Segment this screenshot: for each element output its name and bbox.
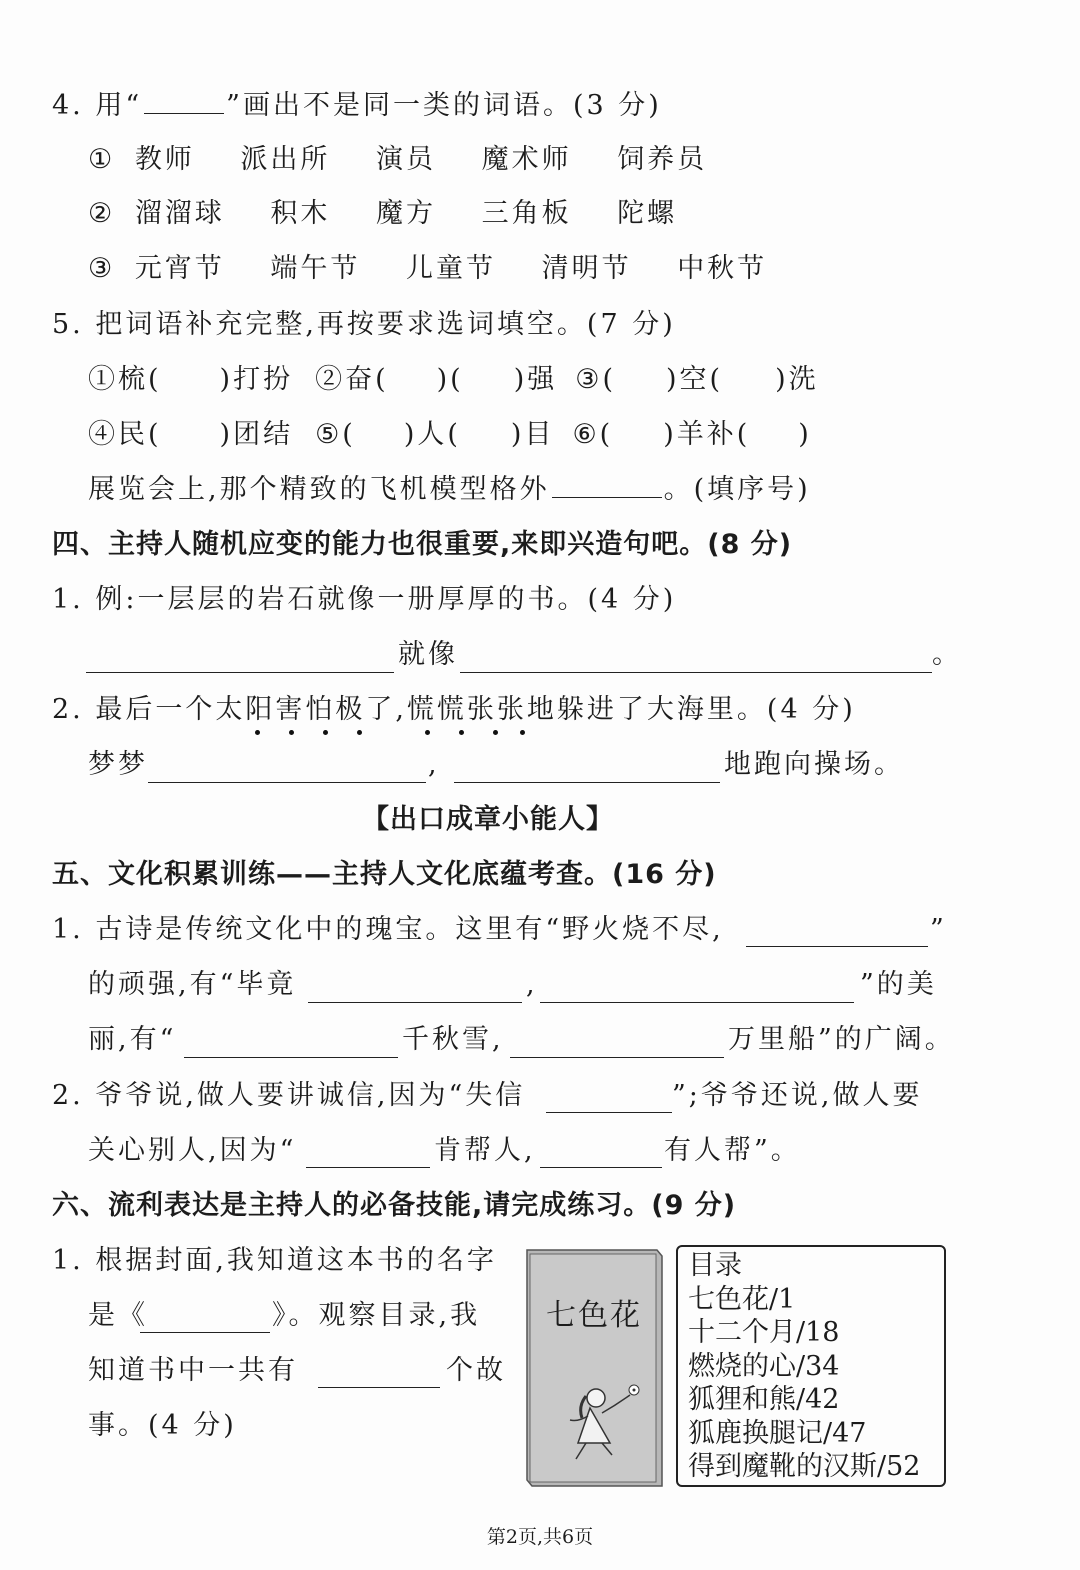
answer-line[interactable] <box>184 1057 398 1058</box>
emphasis-dot <box>289 730 294 735</box>
emphasis-dot <box>357 730 362 735</box>
sec4-q2: 2. 最后一个太阳害怕极了,慌慌张张地躲进了大海里。(4 分) <box>52 694 856 725</box>
sec5-q1-b-end: ”的美 <box>860 969 937 1000</box>
answer-line[interactable] <box>746 946 928 947</box>
page-footer: 第2页,共6页 <box>486 1526 594 1548</box>
emphasis-dot <box>493 730 498 735</box>
word[interactable]: 元宵节 <box>134 253 225 284</box>
sec5-q1-a-end: ” <box>930 914 947 945</box>
answer-line[interactable] <box>454 782 720 783</box>
book-cover-illustration <box>524 1248 664 1488</box>
sec4-q2-end: 地跑向操场。 <box>724 749 904 780</box>
section-5-title: 五、文化积累训练——主持人文化底蕴考查。(16 分) <box>52 859 717 890</box>
answer-line[interactable] <box>306 1167 430 1168</box>
sec4-q1-end: 。 <box>932 639 962 670</box>
q5-row-1: ①梳( )打扮 ②奋( )( )强 ③( )空( )洗 <box>88 364 819 395</box>
answer-line[interactable] <box>460 672 932 673</box>
word[interactable]: 端午节 <box>270 253 361 284</box>
book-cover <box>524 1248 664 1488</box>
q5-title: 5. 把词语补充完整,再按要求选词填空。(7 分) <box>52 309 676 340</box>
word[interactable]: 魔术师 <box>481 144 572 175</box>
sec5-q1-b-comma: , <box>526 969 538 1000</box>
sec6-line-4: 事。(4 分) <box>88 1410 237 1441</box>
sec4-q1-mid: 就像 <box>398 639 458 670</box>
sec6-line-3-start: 知道书中一共有 <box>88 1355 298 1386</box>
sec5-q1-c-start: 丽,有“ <box>88 1024 177 1055</box>
word[interactable]: 陀螺 <box>617 198 678 229</box>
sec5-q1-a: 1. 古诗是传统文化中的瑰宝。这里有“野火烧不尽, <box>52 914 724 945</box>
q5-fill-line: 展览会上,那个精致的飞机模型格外 。(填序号) <box>88 470 811 510</box>
word[interactable]: 三角板 <box>481 198 572 229</box>
emphasis-dot <box>520 730 525 735</box>
sec6-line-1: 1. 根据封面,我知道这本书的名字 <box>52 1245 497 1276</box>
answer-line[interactable] <box>308 1002 522 1003</box>
word[interactable]: 演员 <box>376 144 436 175</box>
q5-row-2: ④民( )团结 ⑤( )人( )目 ⑥( )羊补( ) <box>88 419 812 450</box>
toc-item: 七色花/1 <box>688 1283 796 1315</box>
answer-line[interactable] <box>540 1002 854 1003</box>
answer-line[interactable] <box>540 1167 662 1168</box>
sec6-line-3-end: 个故 <box>446 1355 506 1386</box>
word[interactable]: 积木 <box>270 198 331 229</box>
sec5-q2-a-end: ”;爷爷还说,做人要 <box>672 1080 923 1111</box>
answer-line[interactable] <box>510 1057 724 1058</box>
sec6-line-2-end: 》。观察目录,我 <box>272 1300 481 1331</box>
sec5-q2-b-mid: 肯帮人, <box>434 1135 536 1166</box>
sec5-q1-b-start: 的顽强,有“毕竟 <box>88 969 297 1000</box>
toc-item: 燃烧的心/34 <box>688 1350 840 1382</box>
word[interactable]: 教师 <box>134 144 195 175</box>
book-cover-title: 七色花 <box>546 1298 642 1333</box>
toc-item: 得到魔靴的汉斯/52 <box>688 1451 921 1482</box>
emphasis-dot <box>425 730 430 735</box>
q4-underline-sample <box>144 87 224 114</box>
sec4-q2-start: 梦梦 <box>88 749 148 780</box>
banner: 【出口成章小能人】 <box>362 804 614 835</box>
sec4-q1: 1. 例:一层层的岩石就像一册厚厚的书。(4 分) <box>52 584 677 615</box>
answer-line[interactable] <box>148 782 426 783</box>
q4-row-3: ③ 元宵节 端午节 儿童节 清明节 中秋节 <box>88 249 801 289</box>
toc-item: 十二个月/18 <box>688 1317 840 1348</box>
fill-blank[interactable] <box>552 471 662 498</box>
sec5-q1-c-end: 万里船”的广阔。 <box>728 1024 955 1055</box>
table-of-contents <box>676 1245 946 1487</box>
word[interactable]: 溜溜球 <box>134 198 225 229</box>
emphasis-dot <box>323 730 328 735</box>
section-4-title: 四、主持人随机应变的能力也很重要,来即兴造句吧。(8 分) <box>52 529 793 560</box>
answer-line[interactable] <box>546 1112 672 1113</box>
q4-line: 4. 用“ ”画出不是同一类的词语。(3 分) <box>52 86 662 126</box>
toc-heading: 目录 <box>688 1250 742 1281</box>
emphasis-dot <box>255 730 260 735</box>
answer-line[interactable] <box>318 1387 440 1388</box>
sec5-q2-b-start: 关心别人,因为“ <box>88 1135 297 1166</box>
sec5-q2-a: 2. 爷爷说,做人要讲诚信,因为“失信 <box>52 1080 526 1111</box>
q4-row-1: ① 教师 派出所 演员 魔术师 饲养员 <box>88 140 741 180</box>
word[interactable]: 魔方 <box>376 198 436 229</box>
sec5-q1-c-mid: 千秋雪, <box>402 1024 504 1055</box>
sec6-line-2-start: 是《 <box>88 1300 148 1331</box>
q4-row-2: ② 溜溜球 积木 魔方 三角板 陀螺 <box>88 194 711 234</box>
sec5-q2-b-end: 有人帮”。 <box>664 1135 801 1166</box>
answer-line[interactable] <box>86 672 394 673</box>
emphasis-dot <box>459 730 464 735</box>
toc-item: 狐鹿换腿记/47 <box>688 1417 867 1449</box>
section-6-title: 六、流利表达是主持人的必备技能,请完成练习。(9 分) <box>52 1190 737 1221</box>
word[interactable]: 儿童节 <box>406 253 496 284</box>
word[interactable]: 饲养员 <box>617 144 708 175</box>
answer-line[interactable] <box>140 1332 270 1333</box>
word[interactable]: 中秋节 <box>677 253 768 284</box>
word[interactable]: 清明节 <box>541 253 632 284</box>
sec4-q2-comma: , <box>428 749 440 780</box>
word[interactable]: 派出所 <box>240 144 331 175</box>
toc-item: 狐狸和熊/42 <box>688 1384 840 1415</box>
